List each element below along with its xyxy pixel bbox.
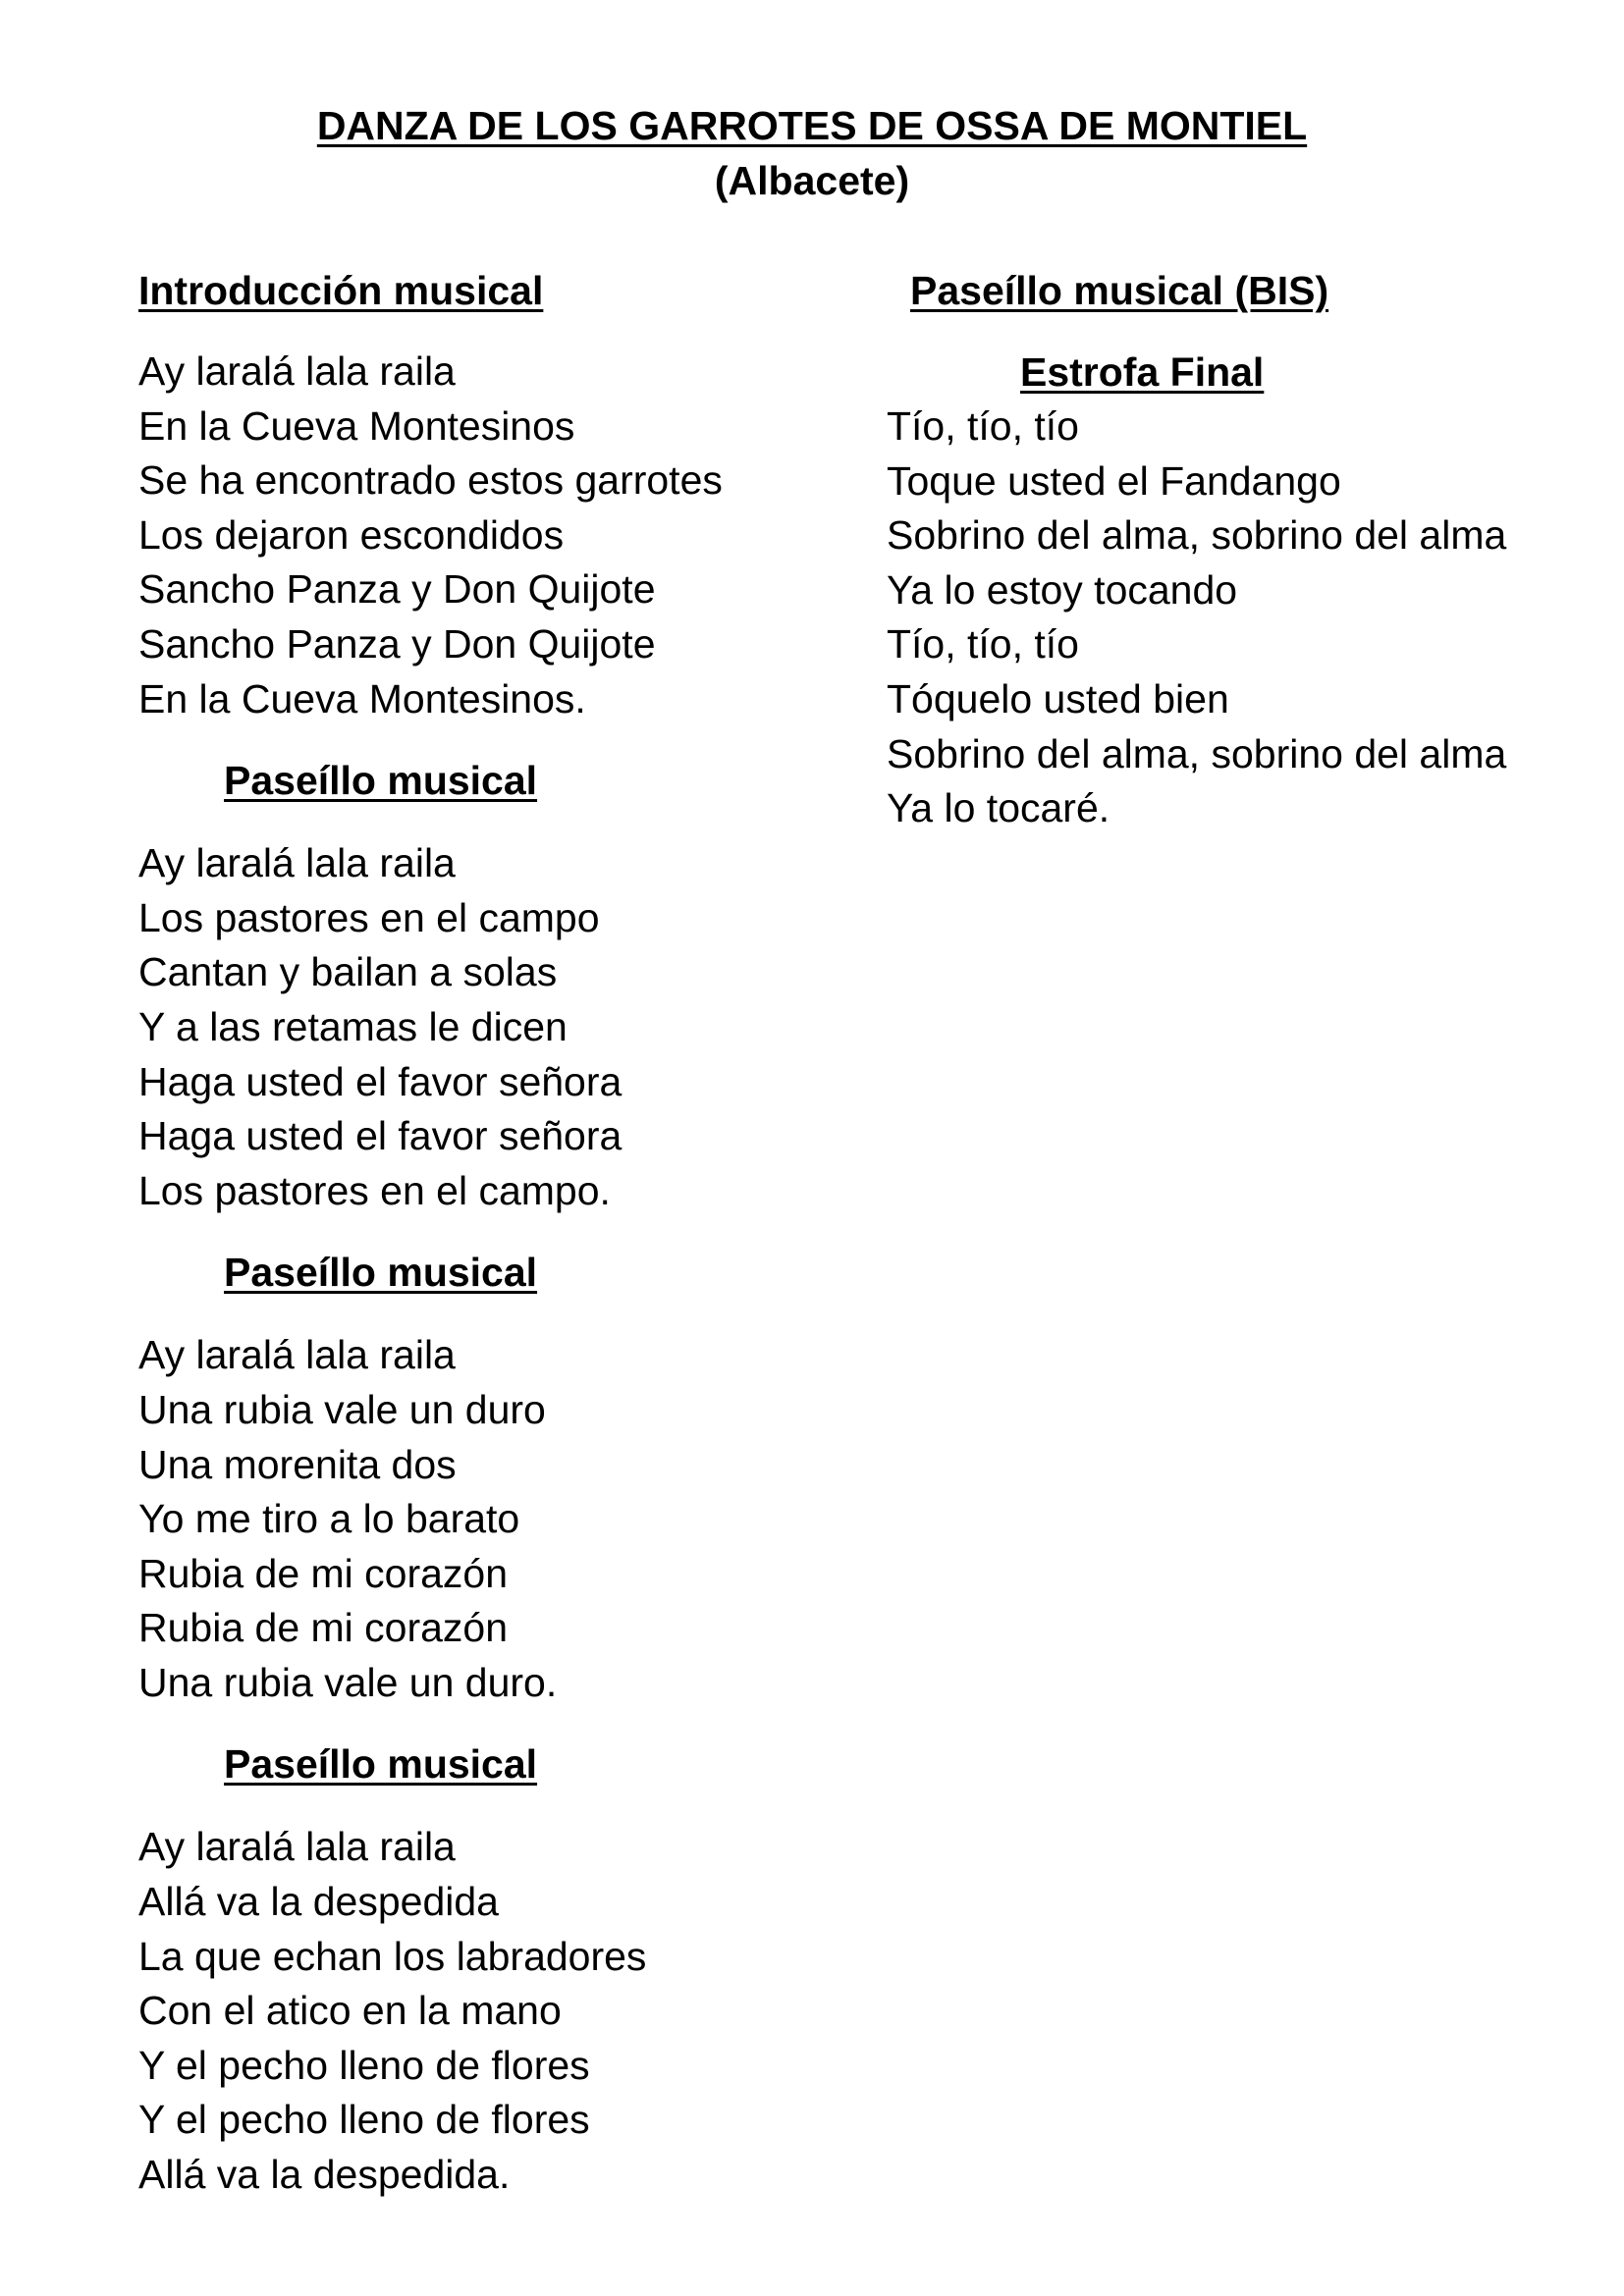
lyric-line: Los dejaron escondidos <box>138 511 565 558</box>
lyric-line: Los pastores en el campo. <box>138 1167 611 1213</box>
paseillo-heading: Paseíllo musical <box>224 758 538 804</box>
lyric-line: Cantan y bailan a solas <box>138 949 558 995</box>
document-subtitle: (Albacete) <box>714 158 910 203</box>
lyric-line: Sobrino del alma, sobrino del alma <box>887 730 1507 776</box>
lyric-line: Yo me tiro a lo barato <box>138 1496 520 1542</box>
lyric-line: Ya lo estoy tocando <box>887 566 1238 613</box>
lyric-line: Toque usted el Fandango <box>887 457 1341 504</box>
lyric-line: Y el pecho lleno de flores <box>138 2042 590 2088</box>
lyric-line: En la Cueva Montesinos <box>138 402 575 449</box>
intro-section <box>138 263 845 726</box>
final-heading: Estrofa Final <box>1020 349 1265 395</box>
lyric-line: Sancho Panza y Don Quijote <box>138 620 656 667</box>
right-column <box>887 263 1594 836</box>
lyric-line: Sancho Panza y Don Quijote <box>138 566 656 613</box>
lyric-line: Haga usted el favor señora <box>138 1113 623 1159</box>
lyric-line: Tío, tío, tío <box>887 621 1079 667</box>
lyric-line: Allá va la despedida <box>138 1879 499 1925</box>
lyric-line: Con el atico en la mano <box>138 1988 562 2034</box>
paseillo-section-3 <box>138 1710 845 2202</box>
final-section <box>887 345 1594 836</box>
paseillo-bis-heading: Paseíllo musical (BIS) <box>910 268 1329 313</box>
lyric-line: Se ha encontrado estos garrotes <box>138 457 723 504</box>
lyric-line: Y el pecho lleno de flores <box>138 2097 590 2143</box>
paseillo-heading: Paseíllo musical <box>224 1741 538 1788</box>
left-column <box>138 263 845 2203</box>
lyric-line: Una rubia vale un duro. <box>138 1659 558 1705</box>
document-title: DANZA DE LOS GARROTES DE OSSA DE MONTIEL <box>316 103 1308 148</box>
lyric-line: En la Cueva Montesinos. <box>138 675 586 721</box>
paseillo-section-1 <box>138 726 845 1218</box>
lyric-line: Tóquelo usted bien <box>887 675 1229 721</box>
lyric-line: Los pastores en el campo <box>138 894 600 940</box>
lyric-line: Sobrino del alma, sobrino del alma <box>887 512 1507 559</box>
lyric-line: Y a las retamas le dicen <box>138 1003 568 1049</box>
paseillo-section-2 <box>138 1218 845 1710</box>
lyric-line: Haga usted el favor señora <box>138 1058 623 1104</box>
lyric-line: Allá va la despedida. <box>138 2152 511 2198</box>
lyric-line: Una rubia vale un duro <box>138 1386 546 1432</box>
lyric-line: Ay laralá lala raila <box>138 1332 456 1378</box>
lyric-line: Ay laralá lala raila <box>138 1824 456 1870</box>
lyric-line: Tío, tío, tío <box>887 403 1079 449</box>
lyric-line: Ay laralá lala raila <box>138 348 456 394</box>
intro-heading: Introducción musical <box>138 268 544 313</box>
lyric-line: Rubia de mi corazón <box>138 1605 509 1651</box>
lyric-line: Ay laralá lala raila <box>138 840 456 886</box>
paseillo-heading: Paseíllo musical <box>224 1250 538 1296</box>
lyric-line: Rubia de mi corazón <box>138 1550 509 1596</box>
lyric-line: Una morenita dos <box>138 1441 457 1487</box>
lyric-line: La que echan los labradores <box>138 1933 647 1979</box>
lyric-line: Ya lo tocaré. <box>887 785 1110 831</box>
